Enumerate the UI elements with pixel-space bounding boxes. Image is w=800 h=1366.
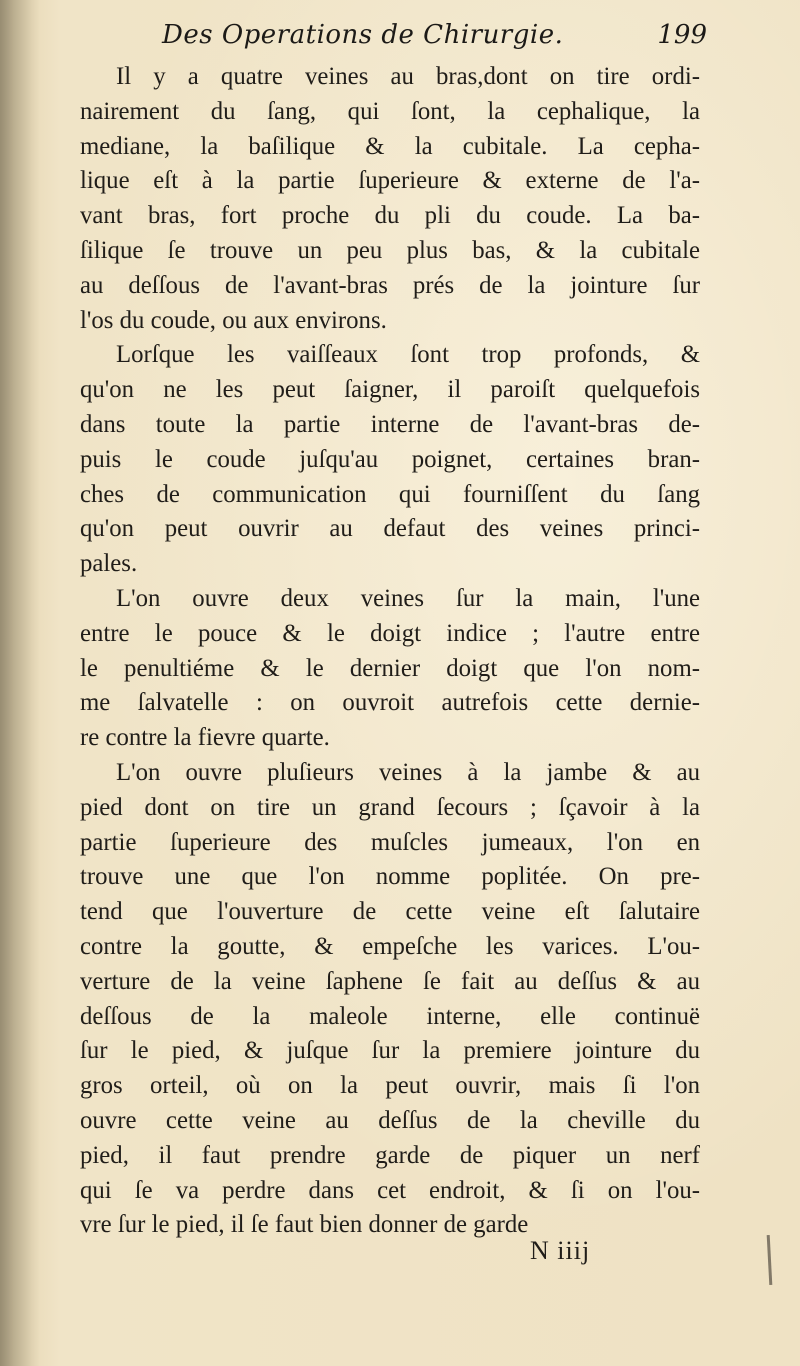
text-line: vre ſur le pied, il ſe faut bien donner de garde	[80, 1211, 529, 1239]
signature-mark: N iiij	[530, 1236, 591, 1265]
text-line: re contre la fievre quarte.	[80, 724, 330, 752]
text-line: au deſſous de l'avant-bras prés de la jointure ſur	[80, 271, 700, 299]
text-line: qu'on peut ouvrir au defaut des veines princi-	[80, 515, 700, 543]
text-line: lique eſt à la partie ſuperieure & externe de l'a-	[80, 167, 700, 195]
text-line: verture de la veine ſaphene ſe fait au deſſus & au	[80, 967, 700, 995]
text-line: le penultiéme & le dernier doigt que l'on nom-	[80, 654, 700, 682]
text-line: ouvre cette veine au deſſus de la cheville du	[80, 1106, 700, 1134]
paragraph	[80, 338, 700, 582]
paragraph	[80, 60, 700, 338]
text-line: gros orteil, où on la peut ouvrir, mais ſi l'on	[80, 1072, 700, 1100]
text-line: qu'on ne les peut ſaigner, il paroiſt quelquefois	[80, 376, 700, 404]
text-line: partie ſuperieure des muſcles jumeaux, l'on en	[80, 828, 700, 856]
paragraph	[80, 582, 700, 756]
text-line: Lorſque les vaiſſeaux ſont trop profonds, &	[116, 341, 700, 369]
text-line: entre le pouce & le doigt indice ; l'autre entre	[80, 619, 700, 647]
text-line: puis le coude juſqu'au poignet, certaines bran-	[80, 445, 700, 473]
text-line: L'on ouvre pluſieurs veines à la jambe & au	[116, 758, 700, 786]
text-line: ches de communication qui fourniſſent du ſang	[80, 480, 700, 508]
running-title: Des Operations de Chirurgie.	[162, 20, 564, 50]
body-text	[80, 60, 700, 1243]
text-line: qui ſe va perdre dans cet endroit, & ſi on l'ou-	[80, 1176, 700, 1204]
text-line: tend que l'ouverture de cette veine eſt ſalutaire	[80, 898, 700, 926]
text-line: contre la goutte, & empeſche les varices. L'ou-	[80, 932, 700, 960]
text-line: pied dont on tire un grand ſecours ; ſçavoir à la	[80, 793, 700, 821]
text-line: L'on ouvre deux veines ſur la main, l'une	[116, 584, 700, 612]
text-line: mediane, la baſilique & la cubitale. La cepha-	[80, 132, 700, 160]
text-line: trouve une que l'on nomme poplitée. On pre-	[80, 863, 700, 891]
page-header	[162, 20, 707, 60]
paragraph	[80, 756, 700, 1243]
text-line: me ſalvatelle : on ouvroit autrefois cette dernie-	[80, 689, 700, 717]
text-line: Il y a quatre veines au bras,dont on tire ordi-	[116, 63, 700, 90]
page-number: 199	[657, 20, 707, 50]
text-line: l'os du coude, ou aux environs.	[80, 306, 387, 334]
binding-shadow	[0, 0, 40, 1366]
text-line: deſſous de la maleole interne, elle continuë	[80, 1002, 700, 1030]
text-line: ſur le pied, & juſque ſur la premiere jointure du	[80, 1037, 700, 1065]
text-line: pales.	[80, 550, 138, 578]
text-line: dans toute la partie interne de l'avant-bras de-	[80, 410, 700, 438]
text-line: ſilique ſe trouve un peu plus bas, & la cubitale	[80, 236, 700, 264]
text-line: vant bras, fort proche du pli du coude. La ba-	[80, 202, 700, 230]
text-line: pied, il faut prendre garde de piquer un nerf	[80, 1141, 700, 1169]
page-edge-mark	[767, 1235, 773, 1285]
text-line: nairement du ſang, qui ſont, la cephalique, la	[80, 97, 700, 125]
